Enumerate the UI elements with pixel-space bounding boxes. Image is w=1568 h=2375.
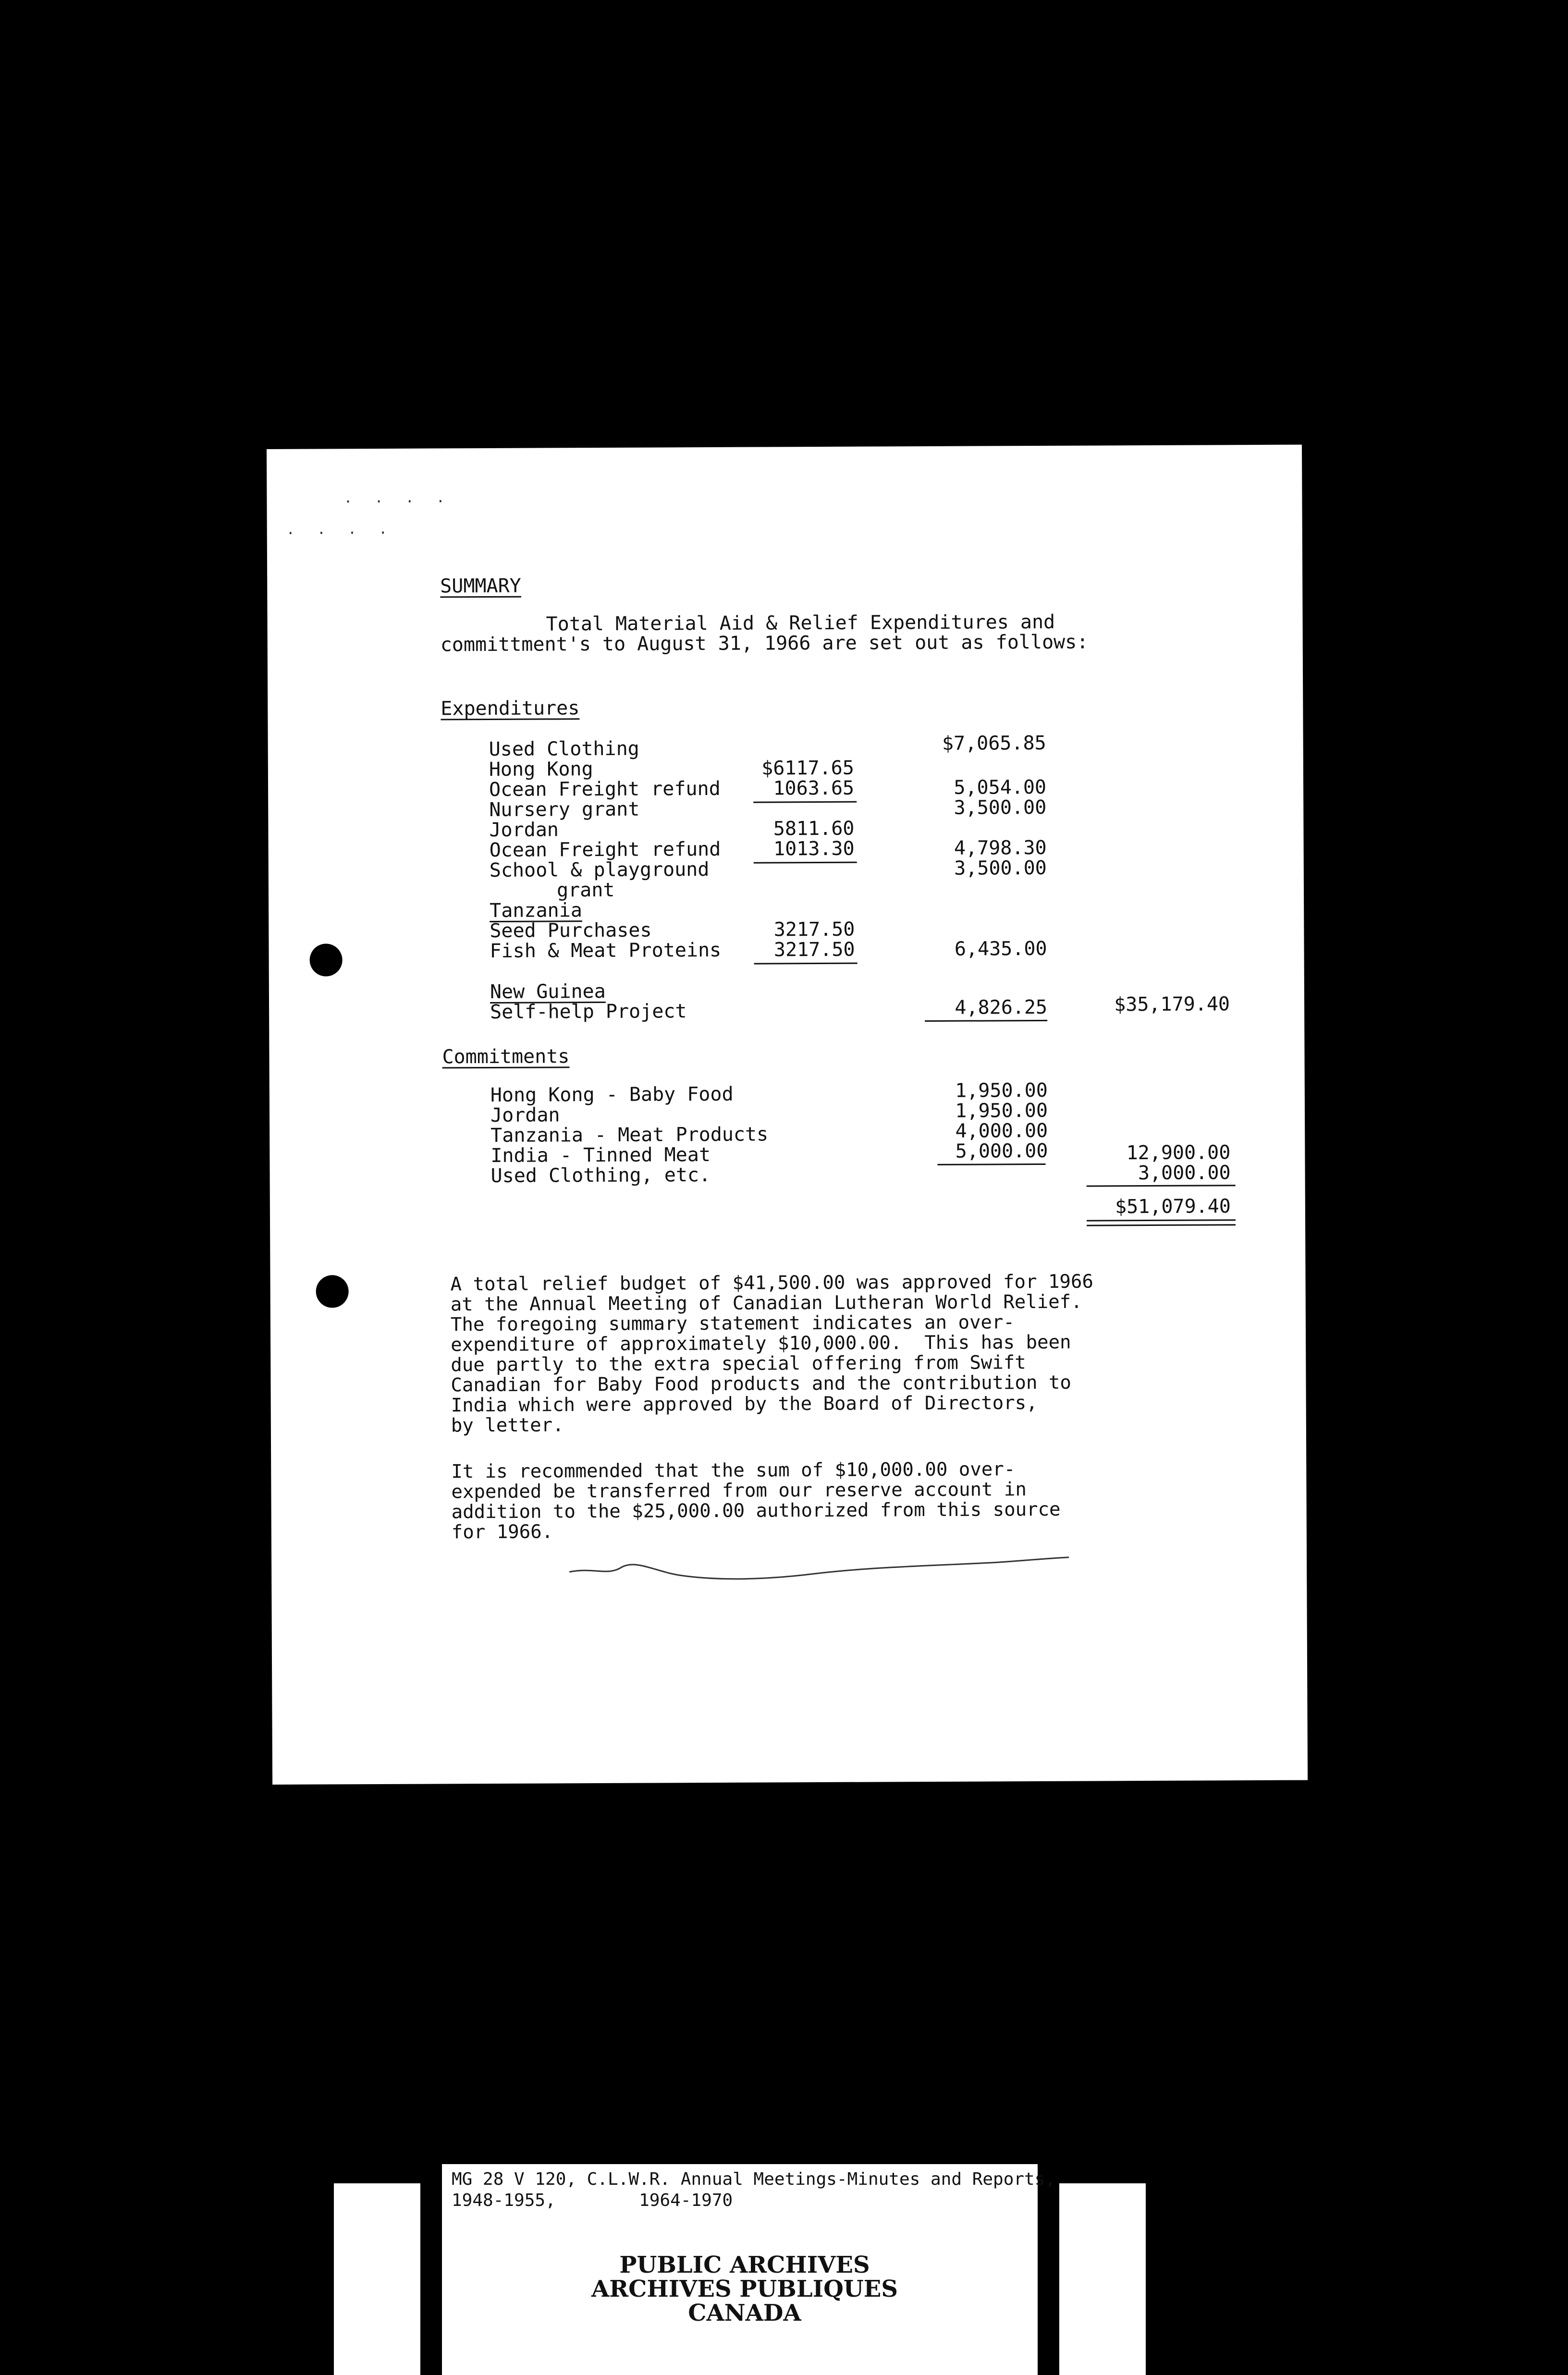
tot-school: 3,500.00 <box>954 857 1047 880</box>
punch-hole-bottom <box>316 1275 349 1308</box>
exp-self-help: Self-help Project <box>490 1000 687 1023</box>
signature-squiggle <box>564 1555 1074 1596</box>
archive-label-tab-left <box>334 2183 420 2375</box>
rule-tanzania-subtotal <box>754 963 858 965</box>
exp-new-guinea: New Guinea <box>490 980 606 1003</box>
com-india: India - Tinned Meat <box>490 1143 711 1167</box>
recommendation-paragraph: It is recommended that the sum of $10,000.00 over- expended be transferred from our reserve account in addition to the $25,000.00 authorized from this source for 1966. <box>451 1458 1061 1543</box>
amt-hong-kong: $6117.65 <box>761 757 855 780</box>
com-amt-hong-kong: 1,950.00 <box>955 1079 1048 1102</box>
exp-used-clothing: Used Clothing <box>489 737 639 760</box>
used-clothing-commitment: 3,000.00 <box>1138 1162 1231 1185</box>
rule-hk-subtotal <box>753 801 857 803</box>
rule-jordan-subtotal <box>754 862 857 864</box>
amt-hk-freight: 1063.65 <box>773 777 855 800</box>
rule-commitments-column <box>938 1163 1046 1165</box>
com-amt-tanzania: 4,000.00 <box>955 1119 1048 1142</box>
exp-school: School & playground <box>489 858 710 881</box>
com-hong-kong: Hong Kong - Baby Food <box>490 1083 734 1106</box>
speck-marks-2: . . . . <box>286 520 394 538</box>
com-amt-jordan: 1,950.00 <box>955 1099 1048 1122</box>
exp-seed: Seed Purchases <box>490 919 652 942</box>
rule-expenditure-column <box>925 1020 1047 1022</box>
com-jordan: Jordan <box>490 1104 560 1126</box>
amt-seed: 3217.50 <box>773 918 855 941</box>
intro-line-2: committment's to August 31, 1966 are set out as follows: <box>440 631 1089 656</box>
stamp-line-2: ARCHIVES PUBLIQUES <box>591 2276 898 2302</box>
com-amt-india: 5,000.00 <box>955 1139 1048 1163</box>
exp-fish: Fish & Meat Proteins <box>490 939 722 962</box>
archive-stamp <box>504 2253 985 2325</box>
exp-tanzania: Tanzania <box>490 899 582 922</box>
exp-jordan-freight: Ocean Freight refund <box>489 838 721 861</box>
tot-jordan: 4,798.30 <box>954 836 1047 859</box>
com-used-clothing: Used Clothing, etc. <box>490 1163 711 1187</box>
archive-label-tab-right <box>1059 2183 1146 2375</box>
tot-new-guinea: 4,826.25 <box>955 996 1048 1019</box>
exp-school-grant: grant <box>556 879 615 902</box>
document-page <box>267 445 1308 1785</box>
stamp-line-1: PUBLIC ARCHIVES <box>619 2252 870 2278</box>
double-rule-top <box>1087 1219 1236 1221</box>
tot-tanzania: 6,435.00 <box>954 937 1047 960</box>
intro-line-1: Total Material Aid & Relief Expenditures and <box>546 611 1055 636</box>
punch-hole-top <box>309 943 342 976</box>
archive-reference: MG 28 V 120, C.L.W.R. Annual Meetings-Minutes and Reports, 1948-1955, 1964-1970 <box>452 2169 1056 2210</box>
budget-paragraph: A total relief budget of $41,500.00 was approved for 1966 at the Annual Meeting of Canadian Lutheran World Relief. The foregoing summary statement indicates an over- expenditure of approximately $10,000.00. This has been due partly to the extra special offering from Swift Canadian for Baby Food products and the contribution to India which were approved by the Board of Directors, by letter. <box>450 1271 1094 1437</box>
tot-nursery: 3,500.00 <box>954 796 1047 819</box>
exp-hk-freight: Ocean Freight refund <box>489 777 721 801</box>
exp-jordan: Jordan <box>489 819 559 841</box>
amt-jordan: 5811.60 <box>773 817 855 840</box>
amt-jordan-freight: 1013.30 <box>773 837 855 860</box>
tot-hong-kong: 5,054.00 <box>954 776 1047 799</box>
commitments-subtotal: 12,900.00 <box>1126 1141 1231 1164</box>
exp-nursery: Nursery grant <box>489 798 640 821</box>
archive-label-notch-left <box>420 2183 442 2241</box>
com-tanzania: Tanzania - Meat Products <box>490 1123 769 1147</box>
amt-fish: 3217.50 <box>773 938 855 961</box>
double-rule-bottom <box>1087 1224 1236 1226</box>
tot-used-clothing: $7,065.85 <box>942 732 1046 755</box>
expenditures-grand-total: $35,179.40 <box>1114 993 1230 1016</box>
exp-hong-kong: Hong Kong <box>489 758 593 781</box>
grand-total: $51,079.40 <box>1115 1195 1231 1218</box>
summary-heading: SUMMARY <box>440 575 521 598</box>
commitments-heading: Commitments <box>442 1045 570 1068</box>
expenditures-heading: Expenditures <box>441 697 580 720</box>
stamp-line-3: CANADA <box>688 2300 801 2326</box>
rule-before-grand-total <box>1087 1185 1236 1187</box>
speck-marks: . . . . <box>343 489 452 507</box>
